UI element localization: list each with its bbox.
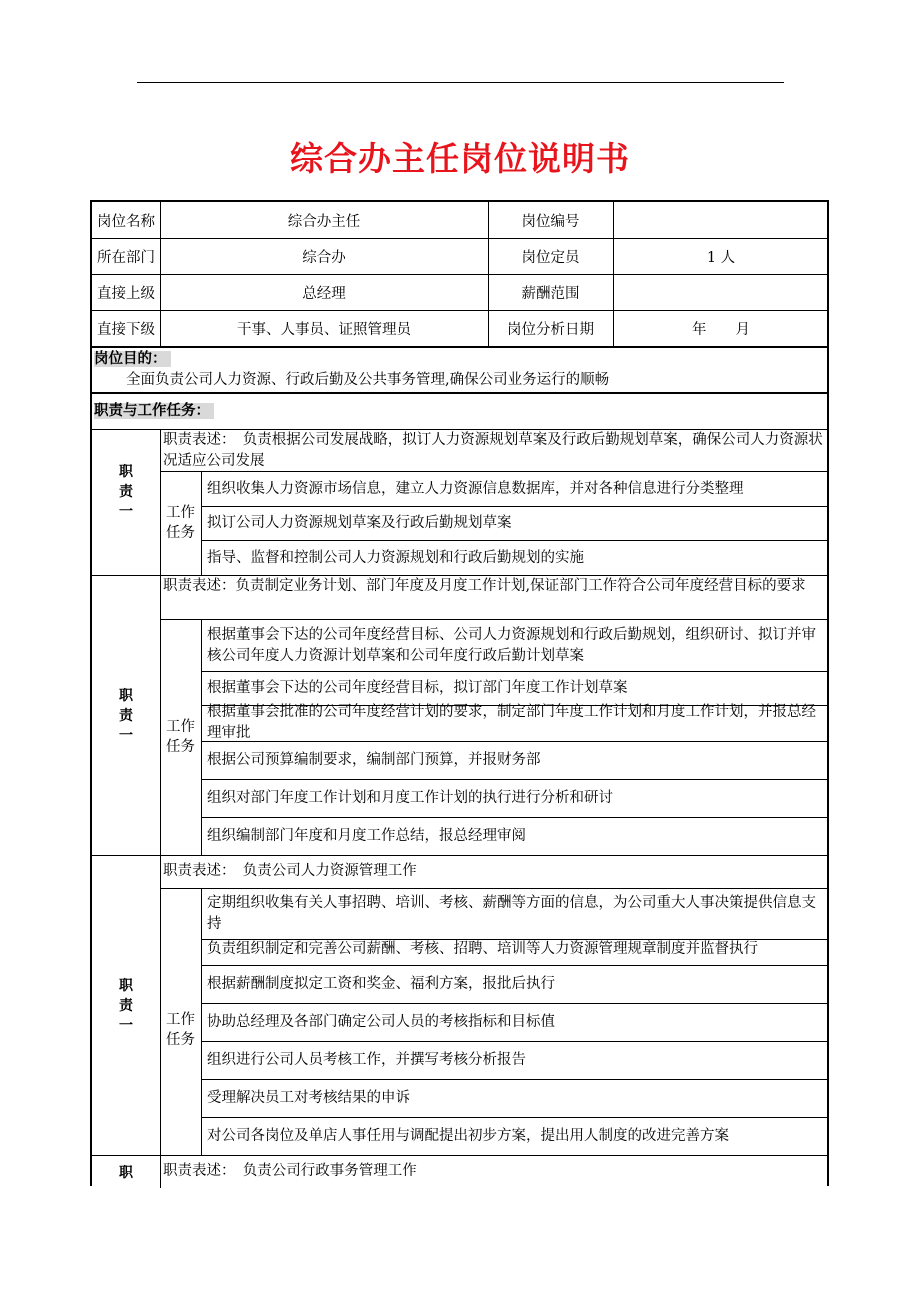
task-item: 组织进行公司人员考核工作，并撰写考核分析报告 (207, 1052, 526, 1068)
purpose-section (94, 349, 824, 391)
info-value (613, 202, 829, 238)
info-label: 岗位分析日期 (507, 321, 594, 338)
task-item: 负责组织制定和完善公司薪酬、考核、招聘、培训等人力资源管理规章制度并监督执行 (207, 941, 758, 957)
duty-label: 职责一 (119, 688, 133, 744)
task-item: 根据薪酬制度拟定工资和奖金、福利方案，报批后执行 (207, 976, 555, 992)
task-item: 组织对部门年度工作计划和月度工作计划的执行进行分析和研讨 (207, 790, 613, 806)
info-value (613, 274, 829, 310)
info-label: 岗位定员 (521, 249, 580, 266)
duty-statement: 职责表述： 负责公司人力资源管理工作 (163, 863, 417, 879)
info-value: 干事、人事员、证照管理员 (237, 321, 411, 338)
work-tasks-label: 工作任务 (166, 1012, 195, 1048)
task-item: 指导、监督和控制公司人力资源规划和行政后勤规划的实施 (207, 549, 584, 566)
info-value: 总经理 (302, 285, 346, 302)
info-value: 综合办主任 (287, 213, 361, 230)
duty-statement: 职责表述：负责制定业务计划、部门年度及月度工作计划,保证部门工作符合公司年度经营目标的要求 (163, 578, 806, 594)
task-item: 组织收集人力资源市场信息，建立人力资源信息数据库，并对各种信息进行分类整理 (207, 480, 744, 497)
task-item: 受理解决员工对考核结果的申诉 (207, 1090, 410, 1106)
info-label: 岗位编号 (521, 213, 580, 230)
info-label: 直接上级 (97, 285, 155, 302)
duty-statement: 职责表述： 负责公司行政事务管理工作 (163, 1163, 417, 1179)
info-value: 综合办 (302, 249, 346, 266)
document-title: 综合办主任岗位说明书 (290, 139, 630, 178)
duty-label: 职责一 (119, 464, 133, 520)
info-label: 薪酬范围 (521, 285, 580, 302)
task-item: 根据董事会下达的公司年度经营目标、公司人力资源规划和行政后勤规划，组织研讨、拟订并审核公司年度人力资源计划草案和公司年度行政后勤计划草案 (207, 626, 816, 664)
duty-label: 职 (119, 1165, 133, 1181)
work-tasks-label: 工作任务 (166, 719, 195, 755)
job-description-table (90, 200, 829, 1186)
task-item: 根据董事会批准的公司年度经营计划的要求，制定部门年度工作计划和月度工作计划，并报总经理审批 (207, 703, 816, 741)
task-item: 组织编制部门年度和月度工作总结，报总经理审阅 (207, 828, 526, 844)
task-item: 对公司各岗位及单店人事任用与调配提出初步方案，提出用人制度的改进完善方案 (207, 1128, 729, 1144)
info-label: 岗位名称 (97, 213, 155, 230)
task-item: 拟订公司人力资源规划草案及行政后勤规划草案 (207, 515, 512, 531)
header-rule (137, 82, 784, 83)
work-tasks-label: 工作任务 (166, 505, 195, 541)
info-label: 所在部门 (97, 249, 155, 266)
info-value: 年 月 (692, 321, 750, 338)
purpose-text: 全面负责公司人力资源、行政后勤及公共事务管理,确保公司业务运行的顺畅 (126, 372, 610, 388)
info-value: 1 人 (706, 249, 736, 266)
duty-statement: 职责表述： 负责根据公司发展战略，拟订人力资源规划草案及行政后勤规划草案，确保公司人力资源状况适应公司发展 (163, 432, 823, 469)
duties-section-label: 职责与工作任务： (94, 401, 494, 422)
task-item: 定期组织收集有关人事招聘、培训、考核、薪酬等方面的信息，为公司重大人事决策提供信息支持 (207, 895, 816, 932)
task-item: 根据董事会下达的公司年度经营目标，拟订部门年度工作计划草案 (207, 680, 628, 696)
purpose-label: 岗位目的： (94, 351, 171, 367)
task-item: 根据公司预算编制要求，编制部门预算，并报财务部 (207, 752, 541, 768)
info-label: 直接下级 (97, 321, 155, 338)
task-item: 协助总经理及各部门确定公司人员的考核指标和目标值 (207, 1014, 555, 1030)
duty-label: 职责一 (119, 978, 133, 1034)
